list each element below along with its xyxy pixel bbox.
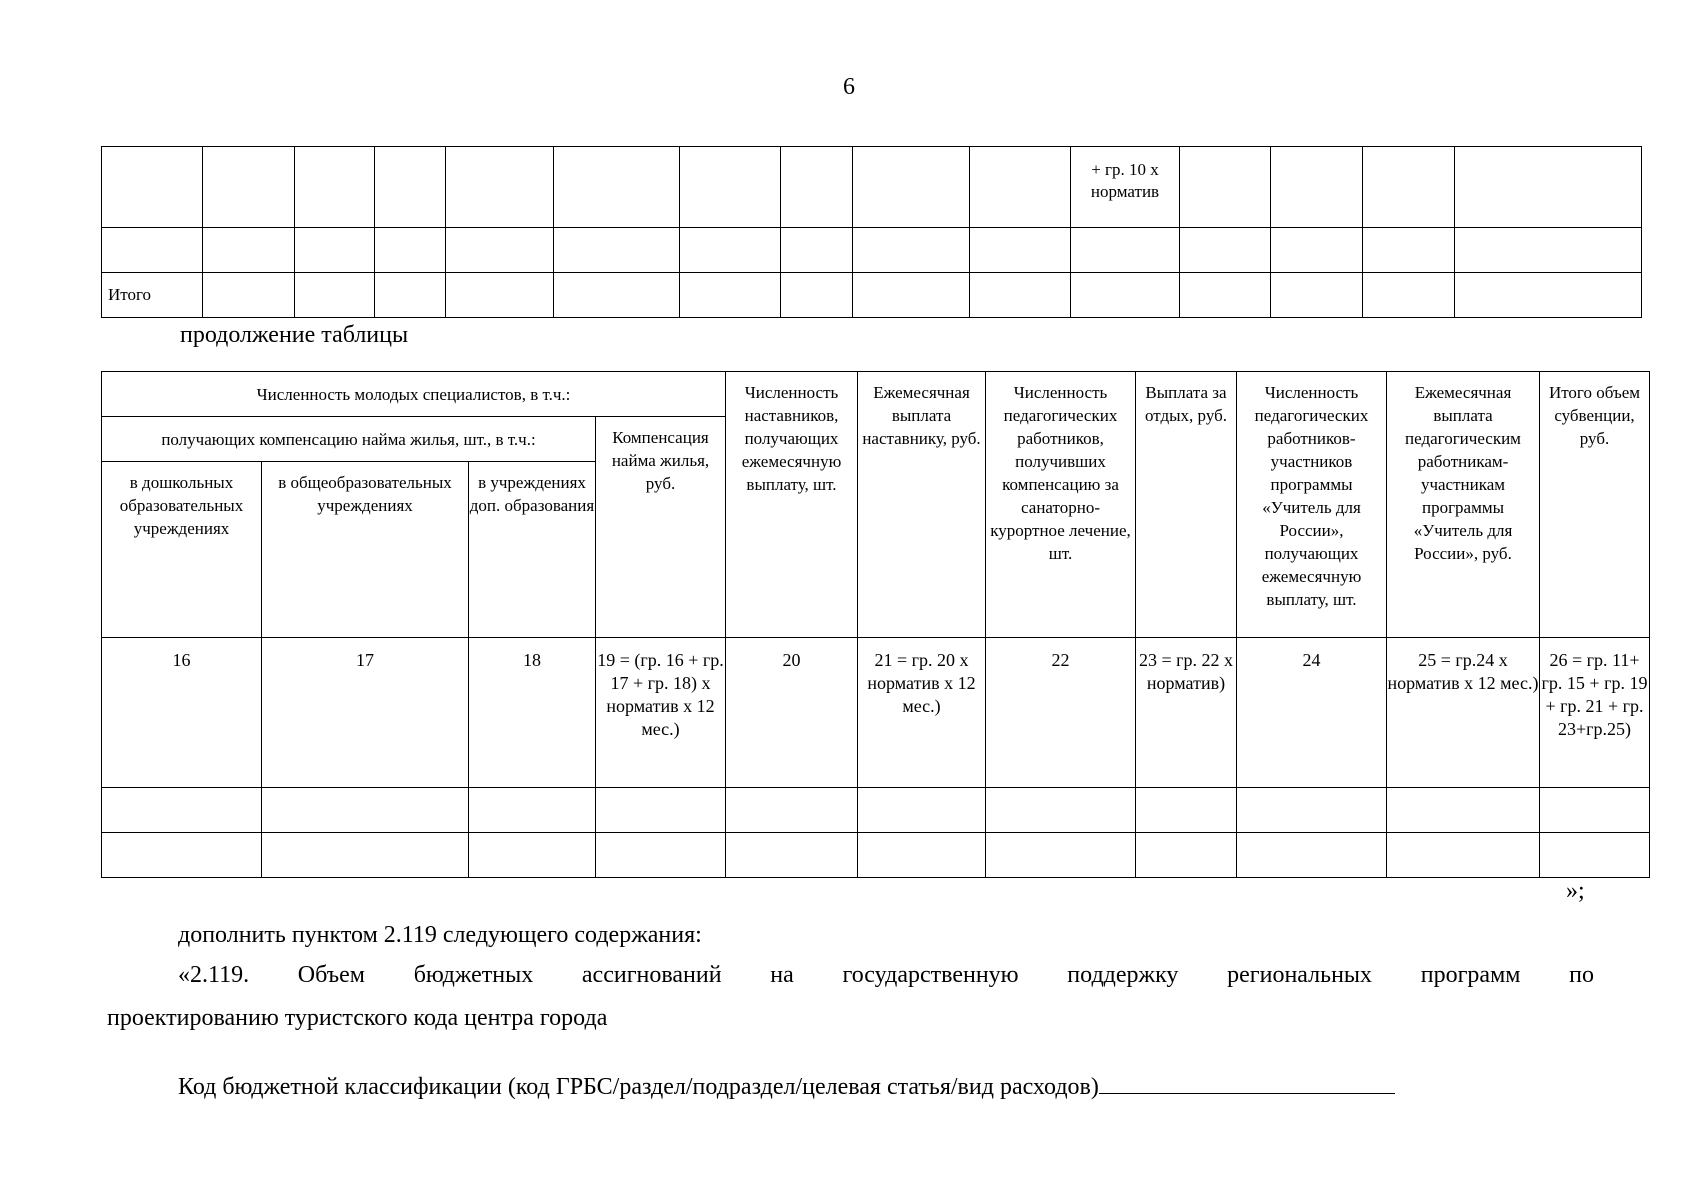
paragraph-2119-line1: «2.119. Объем бюджетных ассигнований на государственную поддержку региональных программ по	[178, 962, 1594, 988]
column-number: 23 = гр. 22 х норматив)	[1136, 638, 1237, 788]
column-number: 26 = гр. 11+ гр. 15 + гр. 19 + гр. 21 + гр. 23+гр.25)	[1540, 638, 1650, 788]
column-numbers-row	[102, 638, 1650, 788]
total-label: Итого	[102, 273, 203, 318]
column-number: 21 = гр. 20 х норматив х 12 мес.)	[858, 638, 986, 788]
table-header-row	[102, 372, 1650, 417]
subgroup-header: получающих компенсацию найма жилья, шт., в т.ч.:	[102, 417, 596, 462]
top-table	[101, 146, 1642, 318]
continuation-table	[101, 371, 1650, 878]
column-number: 22	[986, 638, 1136, 788]
col-additional: в учреждениях доп. образования	[469, 462, 596, 638]
col-teacher-payment: Ежемесячная выплата педагогическим работникам-участникам программы «Учитель для России», руб.	[1387, 372, 1540, 638]
table-row	[102, 833, 1650, 878]
paragraph-2119-line2: проектированию туристского кода центра города	[107, 1005, 608, 1031]
formula-cell: + гр. 10 х норматив	[1071, 147, 1180, 228]
col-preschool: в дошкольных образовательных учреждениях	[102, 462, 262, 638]
column-number: 24	[1237, 638, 1387, 788]
column-number: 16	[102, 638, 262, 788]
column-number: 18	[469, 638, 596, 788]
column-number: 19 = (гр. 16 + гр. 17 + гр. 18) х норматив х 12 мес.)	[596, 638, 726, 788]
col-compensation: Компенсация найма жилья, руб.	[596, 417, 726, 638]
table-row	[102, 228, 1642, 273]
column-number: 25 = гр.24 х норматив х 12 мес.)	[1387, 638, 1540, 788]
col-mentors-count: Численность наставников, получающих ежемесячную выплату, шт.	[726, 372, 858, 638]
blank-underline	[1099, 1071, 1395, 1094]
budget-code-label: Код бюджетной классификации (код ГРБС/раздел/подраздел/целевая статья/вид расходов)	[178, 1074, 1099, 1100]
page-number: 6	[843, 74, 855, 100]
continuation-title: продолжение таблицы	[180, 322, 409, 348]
table-row	[102, 788, 1650, 833]
col-mentor-payment: Ежемесячная выплата наставнику, руб.	[858, 372, 986, 638]
col-general: в общеобразовательных учреждениях	[262, 462, 469, 638]
group-header: Численность молодых специалистов, в т.ч.:	[102, 372, 726, 417]
table-row	[102, 273, 1642, 318]
col-sanatorium: Численность педагогических работников, получивших компенсацию за санаторно-курортное лечение, шт.	[986, 372, 1136, 638]
table-row	[102, 147, 1642, 228]
column-number: 17	[262, 638, 469, 788]
col-total: Итого объем субвенции, руб.	[1540, 372, 1650, 638]
col-teacher-count: Численность педагогических работников-участников программы «Учитель для России», получающих ежемесячную выплату, шт.	[1237, 372, 1387, 638]
col-vacation: Выплата за отдых, руб.	[1136, 372, 1237, 638]
paragraph-amend: дополнить пунктом 2.119 следующего содержания:	[178, 922, 702, 948]
closing-quote: »;	[1566, 878, 1585, 904]
budget-code-line	[178, 1071, 1395, 1101]
column-number: 20	[726, 638, 858, 788]
